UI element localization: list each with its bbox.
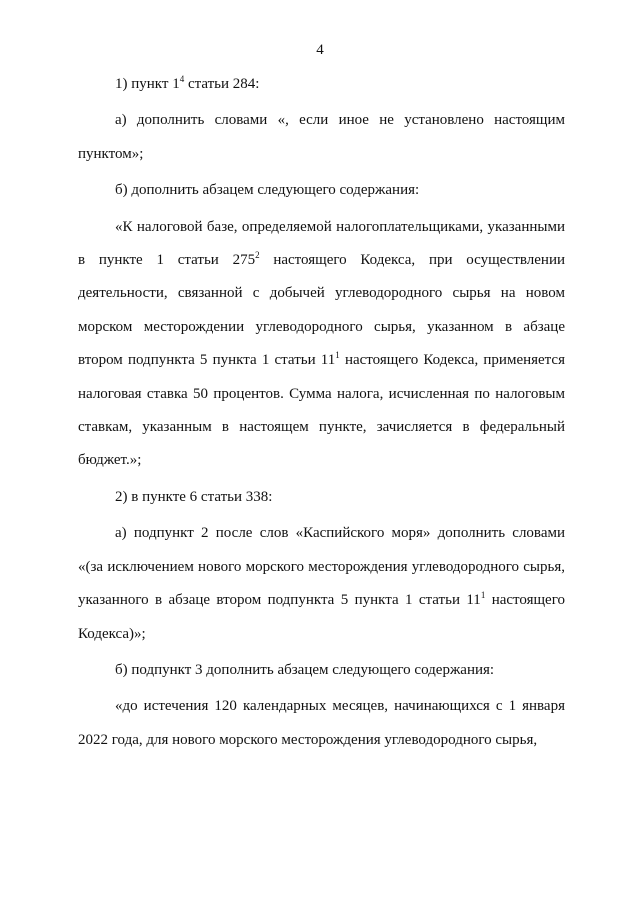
text-run: «до истечения 120 календарных месяцев, начинающихся с 1 января 2022 года, для нового морского месторождения углеводородного сырья, xyxy=(78,698,565,748)
superscript: 2 xyxy=(255,250,260,261)
superscript: 1 xyxy=(335,350,340,361)
paragraph-7 xyxy=(78,654,565,687)
paragraph-8 xyxy=(78,690,565,757)
text-run: настоящего Кодекса, применяется налоговая ставка 50 процентов. Сумма налога, исчисленная по налоговым ставкам, указанным в настоящем пункте, зачисляется в федеральный бюджет.»; xyxy=(78,352,565,469)
paragraph-4 xyxy=(78,211,565,478)
paragraph-2 xyxy=(78,104,565,171)
superscript: 4 xyxy=(179,74,185,84)
paragraph-1 xyxy=(78,68,565,101)
superscript: 1 xyxy=(480,590,486,601)
text-run: настоящего Кодекса, при осуществлении деятельности, связанной с добычей углеводородного сырья на новом морском месторождении углеводородного сырья, указанном в абзаце втором подпункта 5 пункта 1 статьи 11 xyxy=(78,252,565,369)
text-run: 2) в пункте 6 статьи 338: xyxy=(115,488,273,505)
paragraph-3 xyxy=(78,174,565,207)
text-run: «К налоговой базе, определяемой налогоплательщиками, указанными в пункте 1 статьи 275 xyxy=(78,218,565,269)
text-run: статьи 284: xyxy=(184,76,260,92)
paragraph-6 xyxy=(78,517,565,651)
paragraph-5 xyxy=(78,481,565,514)
text-run: б) дополнить абзацем следующего содержания: xyxy=(115,182,420,199)
text-run: 1) пункт 1 xyxy=(115,76,180,92)
text-run: а) подпункт 2 после слов «Каспийского моря» дополнить словами «(за исключением нового морского месторождения углеводородного сырья, указанного в абзаце втором подпункта 5 пункта 1 статьи 11 xyxy=(78,525,565,609)
text-run: а) дополнить словами «, если иное не установлено настоящим пунктом»; xyxy=(78,112,565,162)
text-run: настоящего Кодекса)»; xyxy=(78,592,565,642)
text-run: б) подпункт 3 дополнить абзацем следующего содержания: xyxy=(115,661,495,678)
page-number: 4 xyxy=(316,42,324,58)
document-body xyxy=(78,68,565,757)
